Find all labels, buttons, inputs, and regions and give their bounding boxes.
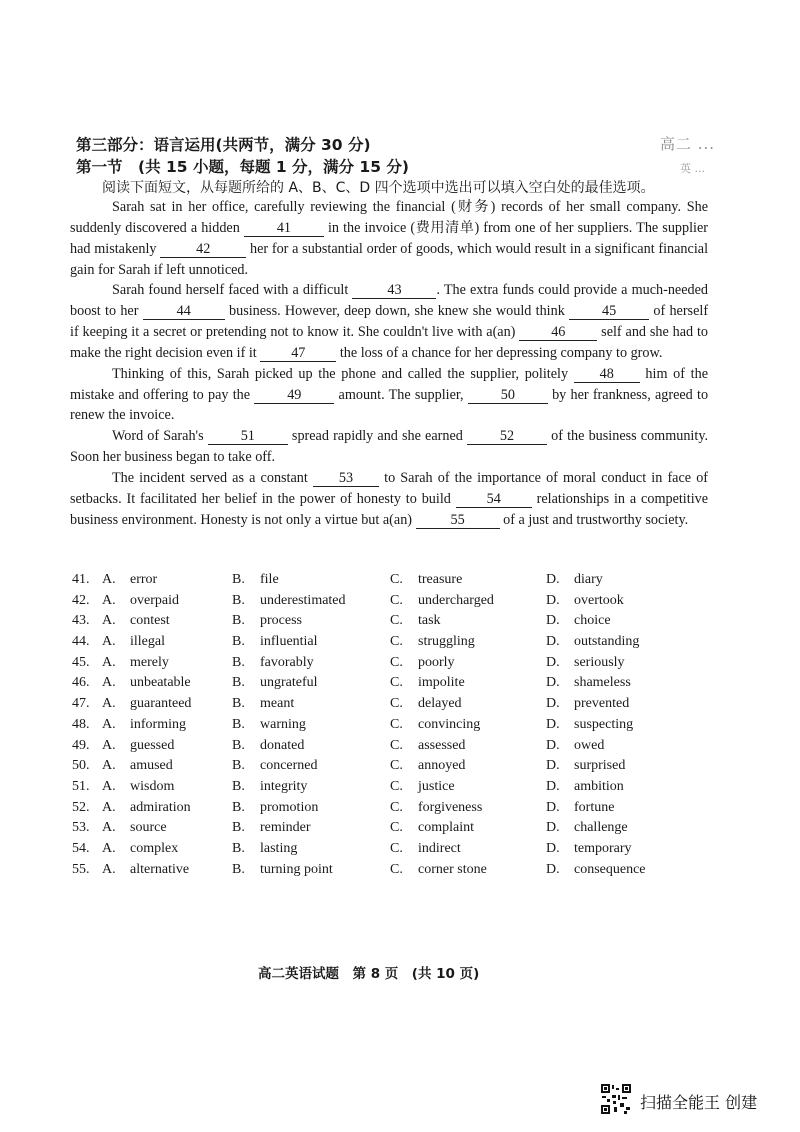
- blank-43: 43: [352, 282, 436, 299]
- option-letter: B.: [232, 696, 245, 712]
- option-letter: D.: [546, 654, 560, 670]
- text: by her frankness, agreed to renew the invoice.: [70, 386, 709, 424]
- text: Sarah sat in her office, carefully reviewing the financial (财务) records of her small company. She suddenly discovered a hidden: [70, 199, 708, 236]
- option-c[interactable]: [390, 655, 455, 671]
- option-letter: A.: [102, 613, 116, 629]
- option-c[interactable]: [390, 779, 455, 795]
- blank-44: 44: [143, 303, 225, 320]
- option-text: informing: [130, 716, 186, 732]
- corner-stamp: 高二 ...: [660, 135, 716, 153]
- option-text: complex: [130, 840, 179, 856]
- question-row: [72, 696, 712, 717]
- option-b[interactable]: [232, 593, 346, 609]
- option-c[interactable]: [390, 800, 482, 816]
- option-letter: D.: [546, 861, 560, 877]
- option-text: undercharged: [418, 592, 494, 608]
- blank-42: 42: [160, 241, 246, 258]
- option-letter: B.: [232, 675, 245, 691]
- option-text: convincing: [418, 716, 481, 732]
- text: the loss of a chance for her depressing company to grow.: [339, 344, 663, 361]
- option-letter: D.: [546, 592, 560, 608]
- option-c[interactable]: [390, 593, 494, 609]
- option-text: unbeatable: [130, 675, 191, 691]
- option-letter: D.: [546, 716, 560, 732]
- question-row: [72, 675, 712, 696]
- option-text: prevented: [574, 696, 630, 712]
- option-letter: C.: [390, 861, 403, 877]
- option-c[interactable]: [390, 738, 465, 754]
- option-text: influential: [260, 634, 318, 650]
- option-letter: C.: [390, 572, 403, 587]
- question-row: [72, 862, 712, 883]
- option-letter: C.: [390, 840, 403, 856]
- question-row: [72, 634, 712, 655]
- blank-49: 49: [254, 387, 334, 404]
- question-row: [72, 841, 712, 862]
- option-letter: C.: [390, 799, 403, 815]
- blank-45: 45: [569, 303, 649, 320]
- scanner-watermark: 扫描全能王 创建: [640, 1093, 758, 1112]
- option-text: choice: [574, 613, 611, 629]
- option-letter: A.: [102, 675, 116, 691]
- option-a[interactable]: [102, 613, 170, 629]
- option-text: wisdom: [130, 778, 175, 794]
- option-letter: C.: [390, 675, 403, 691]
- option-text: ungrateful: [260, 675, 318, 691]
- text: self and she had to make the right decision even if it: [70, 324, 709, 361]
- option-a[interactable]: [102, 738, 174, 754]
- option-c[interactable]: [390, 717, 480, 733]
- option-letter: A.: [102, 840, 116, 856]
- text: Thinking of this, Sarah picked up the phone and called the supplier, politely: [112, 365, 569, 382]
- text: to Sarah of the importance of moral conduct in face of setbacks. It facilitated her belief in the power of honesty to build: [70, 469, 709, 507]
- option-a[interactable]: [102, 593, 179, 609]
- option-letter: B.: [232, 572, 245, 587]
- option-text: warning: [260, 716, 306, 732]
- option-text: process: [260, 613, 302, 629]
- option-a[interactable]: [102, 675, 191, 691]
- text: The incident served as a constant: [112, 469, 308, 486]
- blank-41: 41: [244, 220, 324, 237]
- option-a[interactable]: [102, 800, 191, 816]
- option-text: fortune: [574, 799, 615, 815]
- text: him of the mistake and offering to pay the: [70, 365, 708, 403]
- corner-stamp-small: 英 ...: [680, 162, 705, 175]
- paragraph-4: [70, 426, 708, 468]
- option-letter: C.: [390, 592, 403, 608]
- option-d[interactable]: [546, 738, 604, 754]
- text: her for a substantial order of goods, which would result in a significant financial gain for Sarah if left unnoticed.: [70, 240, 709, 278]
- option-text: ambition: [574, 778, 624, 794]
- option-d[interactable]: [546, 655, 625, 671]
- option-text: reminder: [260, 820, 311, 836]
- option-letter: A.: [102, 696, 116, 712]
- paragraph-5: [70, 468, 708, 531]
- option-text: error: [130, 572, 158, 587]
- option-text: concerned: [260, 758, 318, 774]
- option-c[interactable]: [390, 862, 487, 878]
- option-b[interactable]: [232, 820, 311, 836]
- option-letter: A.: [102, 716, 116, 732]
- option-text: suspecting: [574, 716, 634, 732]
- text: Word of Sarah's: [112, 428, 204, 445]
- option-b[interactable]: [232, 675, 318, 691]
- option-a[interactable]: [102, 758, 173, 774]
- option-letter: B.: [232, 716, 245, 732]
- option-letter: C.: [390, 737, 403, 753]
- instructions: 阅读下面短文，从每题所给的 A、B、C、D 四个选项中选出可以填入空白处的最佳选项。: [102, 180, 655, 196]
- option-letter: A.: [102, 820, 116, 836]
- option-d[interactable]: [546, 820, 628, 836]
- option-b[interactable]: [232, 717, 306, 733]
- option-letter: A.: [102, 634, 116, 650]
- option-letter: B.: [232, 799, 245, 815]
- option-b[interactable]: [232, 613, 302, 629]
- option-letter: D.: [546, 820, 560, 836]
- option-text: task: [418, 613, 441, 629]
- page-footer: 高二英语试题 第 8 页 (共 10 页): [258, 966, 480, 982]
- option-letter: A.: [102, 758, 116, 774]
- cloze-passage: [70, 197, 708, 531]
- option-text: donated: [260, 737, 305, 753]
- option-text: impolite: [418, 675, 465, 691]
- question-number: 53.: [72, 820, 90, 836]
- blank-54: 54: [456, 491, 532, 508]
- text: business. However, deep down, she knew she would think: [229, 303, 565, 320]
- question-number: 54.: [72, 840, 90, 856]
- option-text: surprised: [574, 758, 626, 774]
- question-row: [72, 593, 712, 614]
- option-d[interactable]: [546, 593, 624, 609]
- option-text: delayed: [418, 696, 462, 712]
- option-text: challenge: [574, 820, 628, 836]
- option-a[interactable]: [102, 634, 165, 650]
- question-number: 45.: [72, 654, 90, 670]
- option-b[interactable]: [232, 862, 333, 878]
- option-a[interactable]: [102, 572, 157, 588]
- blank-53: 53: [313, 470, 379, 487]
- text: relationships in a competitive business environment. Honesty is not only a virtue but a(an): [70, 490, 709, 528]
- question-number: 42.: [72, 592, 90, 608]
- option-text: merely: [130, 654, 169, 670]
- question-row: [72, 613, 712, 634]
- option-c[interactable]: [390, 696, 462, 712]
- option-b[interactable]: [232, 800, 318, 816]
- paragraph-2: [70, 280, 708, 363]
- option-c[interactable]: [390, 572, 462, 588]
- text: of herself if keeping it a secret or pretending not to know it. She couldn't live with a(an): [70, 303, 709, 341]
- option-c[interactable]: [390, 613, 441, 629]
- option-text: guessed: [130, 737, 175, 753]
- option-letter: A.: [102, 654, 116, 670]
- option-text: meant: [260, 696, 295, 712]
- option-letter: D.: [546, 758, 560, 774]
- option-letter: B.: [232, 737, 245, 753]
- option-text: treasure: [418, 572, 463, 587]
- question-number: 46.: [72, 675, 90, 691]
- option-letter: B.: [232, 634, 245, 650]
- option-text: owed: [574, 737, 605, 753]
- text: amount. The supplier,: [338, 386, 464, 403]
- option-letter: A.: [102, 592, 116, 608]
- option-d[interactable]: [546, 613, 611, 629]
- option-letter: B.: [232, 840, 245, 856]
- option-letter: D.: [546, 799, 560, 815]
- option-b[interactable]: [232, 655, 314, 671]
- question-row: [72, 572, 712, 593]
- option-a[interactable]: [102, 779, 174, 795]
- qr-code-icon: [600, 1083, 632, 1115]
- text: of a just and trustworthy society.: [503, 511, 689, 528]
- question-number: 52.: [72, 799, 90, 815]
- section-heading: 第一节 (共 15 小题，每题 1 分，满分 15 分): [76, 158, 409, 176]
- blank-46: 46: [519, 324, 597, 341]
- option-text: justice: [418, 778, 455, 794]
- option-letter: C.: [390, 758, 403, 774]
- question-row: [72, 738, 712, 759]
- option-d[interactable]: [546, 696, 629, 712]
- option-letter: B.: [232, 758, 245, 774]
- question-number: 47.: [72, 696, 90, 712]
- option-text: diary: [574, 572, 603, 587]
- question-row: [72, 800, 712, 821]
- option-text: lasting: [260, 840, 298, 856]
- option-letter: A.: [102, 572, 116, 587]
- option-text: favorably: [260, 654, 314, 670]
- option-text: consequence: [574, 861, 646, 877]
- option-a[interactable]: [102, 862, 189, 878]
- option-text: outstanding: [574, 634, 640, 650]
- option-text: source: [130, 820, 167, 836]
- text: Sarah found herself faced with a difficult: [112, 282, 349, 299]
- option-a[interactable]: [102, 717, 186, 733]
- question-number: 50.: [72, 758, 90, 774]
- blank-48: 48: [574, 366, 640, 383]
- option-letter: A.: [102, 799, 116, 815]
- question-number: 43.: [72, 613, 90, 629]
- option-letter: A.: [102, 778, 116, 794]
- option-letter: B.: [232, 592, 245, 608]
- option-letter: D.: [546, 634, 560, 650]
- option-letter: A.: [102, 861, 116, 877]
- option-letter: D.: [546, 572, 560, 587]
- option-text: poorly: [418, 654, 455, 670]
- option-c[interactable]: [390, 675, 465, 691]
- option-b[interactable]: [232, 634, 318, 650]
- option-c[interactable]: [390, 634, 475, 650]
- question-number: 49.: [72, 737, 90, 753]
- option-d[interactable]: [546, 800, 614, 816]
- option-d[interactable]: [546, 758, 625, 774]
- option-text: annoyed: [418, 758, 466, 774]
- option-text: admiration: [130, 799, 191, 815]
- option-letter: D.: [546, 778, 560, 794]
- paragraph-1: [70, 197, 708, 280]
- option-text: corner stone: [418, 861, 487, 877]
- option-letter: D.: [546, 675, 560, 691]
- text: spread rapidly and she earned: [291, 428, 463, 445]
- question-row: [72, 717, 712, 738]
- option-a[interactable]: [102, 696, 191, 712]
- question-row: [72, 655, 712, 676]
- option-text: illegal: [130, 634, 165, 650]
- option-text: assessed: [418, 737, 466, 753]
- question-row: [72, 820, 712, 841]
- option-letter: B.: [232, 820, 245, 836]
- option-text: guaranteed: [130, 696, 192, 712]
- option-text: forgiveness: [418, 799, 483, 815]
- option-c[interactable]: [390, 841, 461, 857]
- option-d[interactable]: [546, 862, 646, 878]
- option-text: indirect: [418, 840, 461, 856]
- option-text: overpaid: [130, 592, 179, 608]
- option-b[interactable]: [232, 572, 279, 588]
- option-letter: C.: [390, 613, 403, 629]
- text: in the invoice (费用清单) from one of her suppliers. The supplier had mistakenly: [70, 219, 709, 257]
- question-row: [72, 779, 712, 800]
- option-letter: B.: [232, 778, 245, 794]
- option-a[interactable]: [102, 655, 169, 671]
- option-c[interactable]: [390, 820, 474, 836]
- option-letter: B.: [232, 861, 245, 877]
- option-text: shameless: [574, 675, 631, 691]
- question-number: 48.: [72, 716, 90, 732]
- option-text: amused: [130, 758, 173, 774]
- option-d[interactable]: [546, 841, 632, 857]
- option-d[interactable]: [546, 675, 631, 691]
- option-letter: C.: [390, 696, 403, 712]
- option-letter: C.: [390, 654, 403, 670]
- blank-50: 50: [468, 387, 548, 404]
- option-letter: C.: [390, 778, 403, 794]
- option-letter: D.: [546, 840, 560, 856]
- part-heading: 第三部分：语言运用(共两节，满分 30 分): [76, 136, 371, 154]
- option-letter: C.: [390, 716, 403, 732]
- option-text: struggling: [418, 634, 475, 650]
- option-letter: A.: [102, 737, 116, 753]
- question-row: [72, 758, 712, 779]
- question-number: 44.: [72, 634, 90, 650]
- option-text: seriously: [574, 654, 625, 670]
- question-number: 51.: [72, 778, 90, 794]
- answer-options: [72, 572, 712, 882]
- option-text: file: [260, 572, 279, 587]
- option-d[interactable]: [546, 572, 603, 588]
- blank-52: 52: [467, 428, 547, 445]
- option-c[interactable]: [390, 758, 465, 774]
- option-text: temporary: [574, 840, 632, 856]
- blank-47: 47: [260, 345, 336, 362]
- option-letter: C.: [390, 820, 403, 836]
- option-letter: C.: [390, 634, 403, 650]
- blank-55: 55: [416, 512, 500, 529]
- option-text: promotion: [260, 799, 319, 815]
- text: of the business community. Soon her business began to take off.: [70, 428, 709, 466]
- option-b[interactable]: [232, 779, 307, 795]
- option-b[interactable]: [232, 696, 294, 712]
- text: . The extra funds could provide a much-needed boost to her: [70, 282, 708, 320]
- option-text: complaint: [418, 820, 474, 836]
- option-text: alternative: [130, 861, 190, 877]
- option-text: underestimated: [260, 592, 346, 608]
- paragraph-3: [70, 364, 708, 427]
- option-letter: D.: [546, 613, 560, 629]
- blank-51: 51: [208, 428, 288, 445]
- option-text: integrity: [260, 778, 308, 794]
- option-letter: B.: [232, 613, 245, 629]
- question-number: 41.: [72, 572, 90, 587]
- option-b[interactable]: [232, 841, 297, 857]
- option-d[interactable]: [546, 779, 624, 795]
- option-b[interactable]: [232, 758, 318, 774]
- option-d[interactable]: [546, 634, 639, 650]
- option-text: overtook: [574, 592, 624, 608]
- question-number: 55.: [72, 861, 90, 877]
- option-d[interactable]: [546, 717, 633, 733]
- option-a[interactable]: [102, 820, 167, 836]
- option-letter: B.: [232, 654, 245, 670]
- option-b[interactable]: [232, 738, 304, 754]
- option-a[interactable]: [102, 841, 178, 857]
- option-letter: D.: [546, 696, 560, 712]
- option-text: turning point: [260, 861, 333, 877]
- option-letter: D.: [546, 737, 560, 753]
- option-text: contest: [130, 613, 170, 629]
